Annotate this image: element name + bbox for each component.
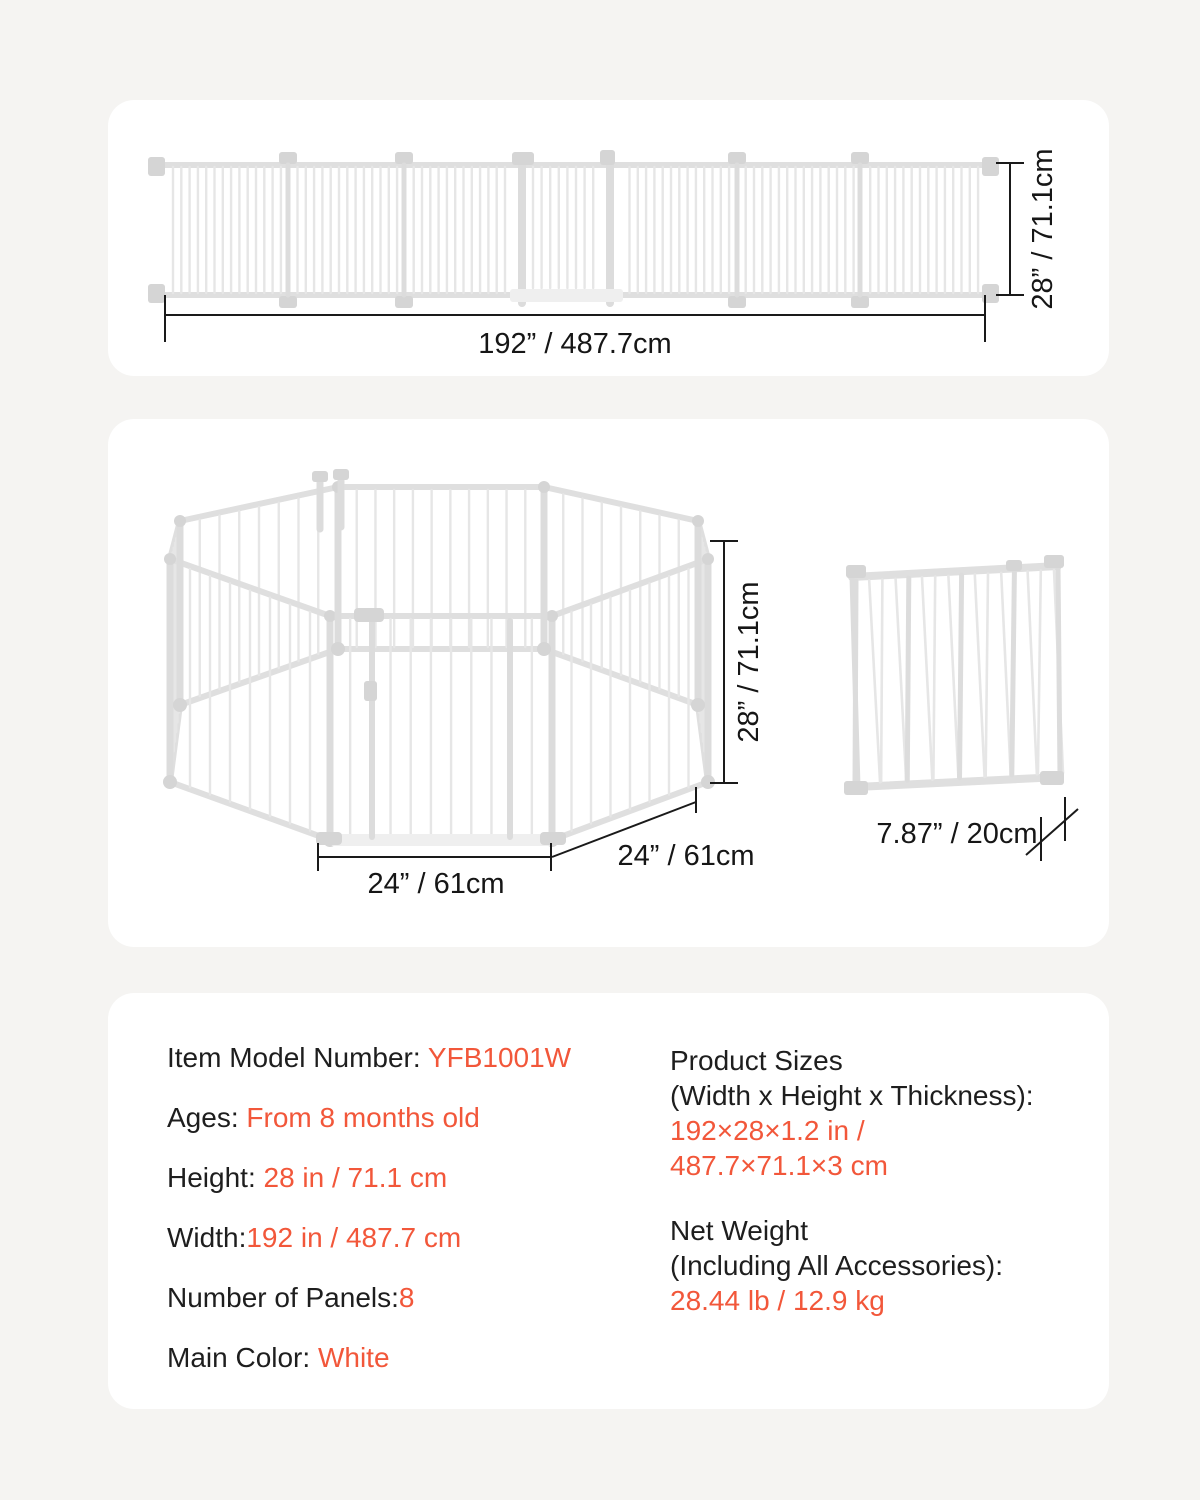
- spec-label-line: Product Sizes: [670, 1045, 843, 1076]
- specs-right-column: [670, 1043, 1069, 1403]
- spec-label: Width:: [167, 1222, 247, 1253]
- pen-front-width-dimension-label: 24” / 61cm: [367, 868, 505, 900]
- spec-ages: [167, 1103, 670, 1133]
- spec-value-line: 28.44 lb / 12.9 kg: [670, 1285, 885, 1316]
- spec-product-sizes: [670, 1043, 1069, 1183]
- card-flat-view: [108, 100, 1109, 376]
- flat-height-dimension-label: 28” / 71.1cm: [1027, 148, 1059, 310]
- spec-label-line: (Width x Height x Thickness):: [670, 1080, 1034, 1111]
- pen-front-width-dimension: [318, 843, 551, 900]
- spec-width: [167, 1223, 670, 1253]
- specs-list: [167, 1043, 1069, 1403]
- octagon-playpen-drawing: [163, 469, 715, 847]
- card-specs: [108, 993, 1109, 1409]
- folded-thickness-dimension: [876, 797, 1078, 861]
- spec-label: Item Model Number:: [167, 1042, 428, 1073]
- spec-value-line: 192×28×1.2 in /: [670, 1115, 865, 1146]
- spec-label-line: Net Weight: [670, 1215, 808, 1246]
- flat-height-dimension: [996, 148, 1059, 309]
- spec-main-color: [167, 1343, 670, 1373]
- spec-label: Ages:: [167, 1102, 247, 1133]
- spec-label: Number of Panels:: [167, 1282, 399, 1313]
- playpen-illustration: [108, 419, 1109, 947]
- folded-thickness-dimension-label: 7.87” / 20cm: [876, 818, 1038, 850]
- spec-number-of-panels: [167, 1283, 670, 1313]
- spec-value: 8: [398, 1282, 415, 1313]
- spec-value: 28 in / 71.1 cm: [263, 1162, 448, 1193]
- pen-height-dimension-label: 28” / 71.1cm: [733, 581, 765, 743]
- spec-height: [167, 1163, 670, 1193]
- spec-model-number: [167, 1043, 670, 1073]
- spec-value: White: [317, 1342, 390, 1373]
- pen-side-width-dimension-label: 24” / 61cm: [617, 840, 755, 872]
- specs-left-column: [167, 1043, 670, 1403]
- spec-value: YFB1001W: [427, 1042, 572, 1073]
- spec-value-line: 487.7×71.1×3 cm: [670, 1150, 888, 1181]
- spec-label-line: (Including All Accessories):: [670, 1250, 1004, 1281]
- pen-height-dimension: [710, 541, 765, 783]
- card-assembled-view: [108, 419, 1109, 947]
- spec-value: 192 in / 487.7 cm: [246, 1222, 462, 1253]
- spec-net-weight: [670, 1213, 1069, 1318]
- spec-label: Main Color:: [167, 1342, 318, 1373]
- spec-value: From 8 months old: [246, 1102, 480, 1133]
- flat-width-dimension-label: 192” / 487.7cm: [478, 328, 672, 360]
- spec-label: Height:: [167, 1162, 264, 1193]
- folded-panels-drawing: [844, 555, 1064, 795]
- flat-fence-illustration: [108, 100, 1109, 376]
